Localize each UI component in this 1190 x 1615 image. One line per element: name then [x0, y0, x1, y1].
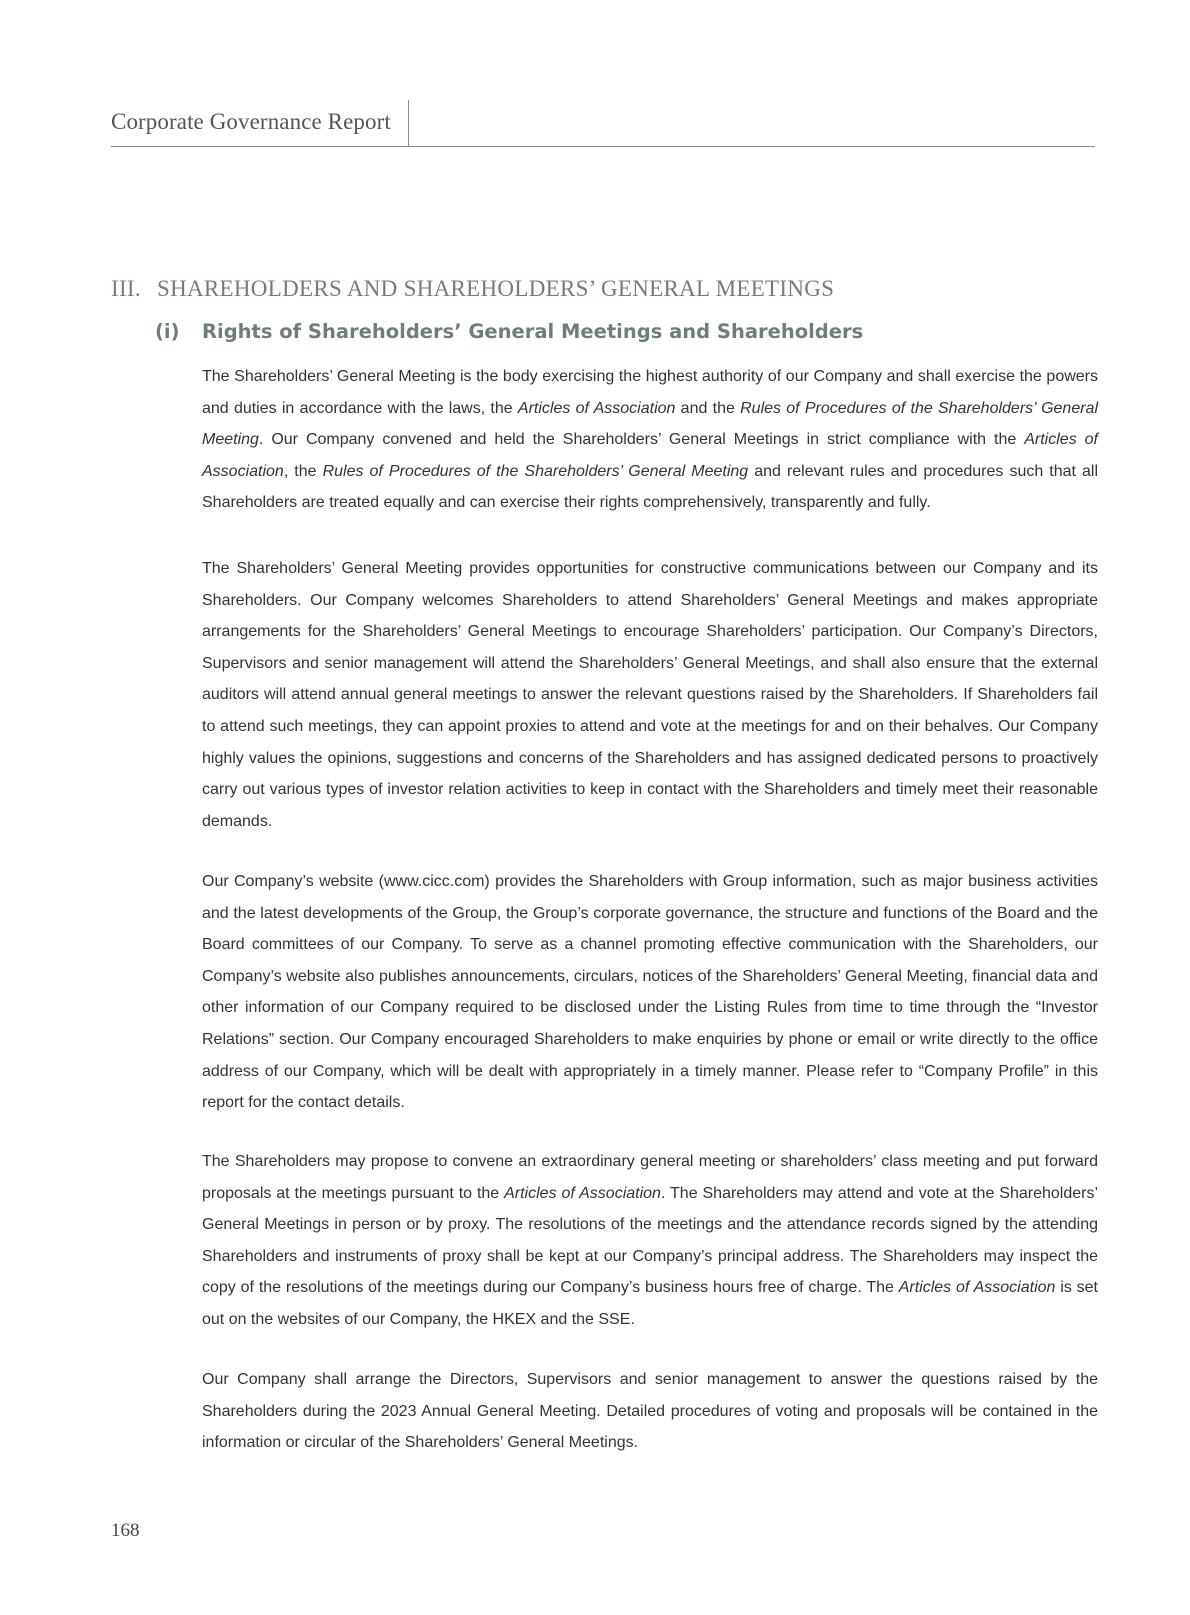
text-run: The Shareholders may propose to convene an extraordinary general meeting or shareholders’ class meeting and put forward proposals at the meetings pursuant to the: [202, 1153, 1098, 1202]
section-number: III.: [111, 276, 141, 301]
running-header: [111, 98, 1095, 147]
text-run: . Our Company convened and held the Shareholders’ General Meetings in strict compliance with the: [258, 431, 1025, 449]
text-run: is set out on the websites of our Company, the HKEX and the SSE.: [202, 1279, 1098, 1328]
page-number: 168: [111, 1520, 140, 1541]
paragraph-2: The Shareholders’ General Meeting provides opportunities for constructive communications between our Company and its Shareholders. Our Company welcomes Shareholders to attend Shareholders’ General Meetings and makes appropriate arrangements for the Shareholders’ General Meetings to encourage Shareholders’ participation. Our Company’s Directors, Supervisors and senior management will attend the Shareholders’ General Meetings, and shall also ensure that the external auditors will attend annual general meetings to answer the relevant questions raised by the Shareholders. If Shareholders fail to attend such meetings, they can appoint proxies to attend and vote at the meetings for and on their behalves. Our Company highly values the opinions, suggestions and concerns of the Shareholders and has assigned dedicated persons to proactively carry out various types of investor relation activities to keep in contact with the Shareholders and timely meet their reasonable demands.: [202, 560, 1098, 830]
section-title: SHAREHOLDERS AND SHAREHOLDERS’ GENERAL MEETINGS: [157, 276, 835, 301]
subsection-number: (i): [155, 320, 180, 343]
italic-text-run: Rules of Procedures of the Shareholders’ General Meeting: [202, 399, 1098, 449]
text-run: and relevant rules and procedures such that all Shareholders are treated equally and can exercise their rights comprehensively, transparently and fully.: [202, 462, 1099, 512]
italic-text-run: Articles of Association: [898, 1279, 1056, 1297]
subsection-title: Rights of Shareholders’ General Meetings and Shareholders: [202, 320, 864, 343]
text-run: and the: [675, 399, 741, 417]
italic-text-run: Articles of Association: [202, 431, 1098, 480]
paragraph-3: Our Company’s website (www.cicc.com) provides the Shareholders with Group information, such as major business activities and the latest developments of the Group, the Group’s corporate governance, the structure and functions of the Board and the Board committees of our Company. To serve as a channel promoting effective communication with the Shareholders, our Company’s website also publishes announcements, circulars, notices of the Shareholders’ General Meeting, financial data and other information of our Company required to be disclosed under the Listing Rules from time to time through the “Investor Relations” section. Our Company encouraged Shareholders to make enquiries by phone or email or write directly to the office address of our Company, which will be dealt with appropriately in a timely manner. Please refer to “Company Profile” in this report for the contact details.: [202, 873, 1098, 1112]
paragraph-5: Our Company shall arrange the Directors, Supervisors and senior management to answer the questions raised by the Shareholders during the 2023 Annual General Meeting. Detailed procedures of voting and proposals will be contained in the information or circular of the Shareholders’ General Meetings.: [202, 1371, 1098, 1452]
header-divider: [408, 100, 409, 146]
paragraph-4: [202, 1146, 1098, 1336]
text-run: The Shareholders’ General Meeting is the body exercising the highest authority of our Company and shall exercise the powers and duties in accordance with the laws, the: [202, 368, 1098, 417]
italic-text-run: Rules of Procedures of the Shareholders’ General Meeting: [322, 462, 749, 480]
subsection-heading: [155, 320, 863, 343]
section-heading: [111, 276, 834, 302]
text-run: . The Shareholders may attend and vote at the Shareholders’ General Meetings in person or by proxy. The resolutions of the meetings and the attendance records signed by the attending Shareholders and instruments of proxy shall be kept at our Company’s principal address. The Shareholders may inspect the copy of the resolutions of the meetings during our Company’s business hours free of charge. The: [202, 1184, 1098, 1297]
italic-text-run: Articles of Association: [517, 399, 676, 417]
paragraph-1: [202, 361, 1098, 519]
report-title: Corporate Governance Report: [111, 109, 391, 134]
text-run: , the: [283, 462, 323, 480]
italic-text-run: Articles of Association: [504, 1184, 661, 1202]
